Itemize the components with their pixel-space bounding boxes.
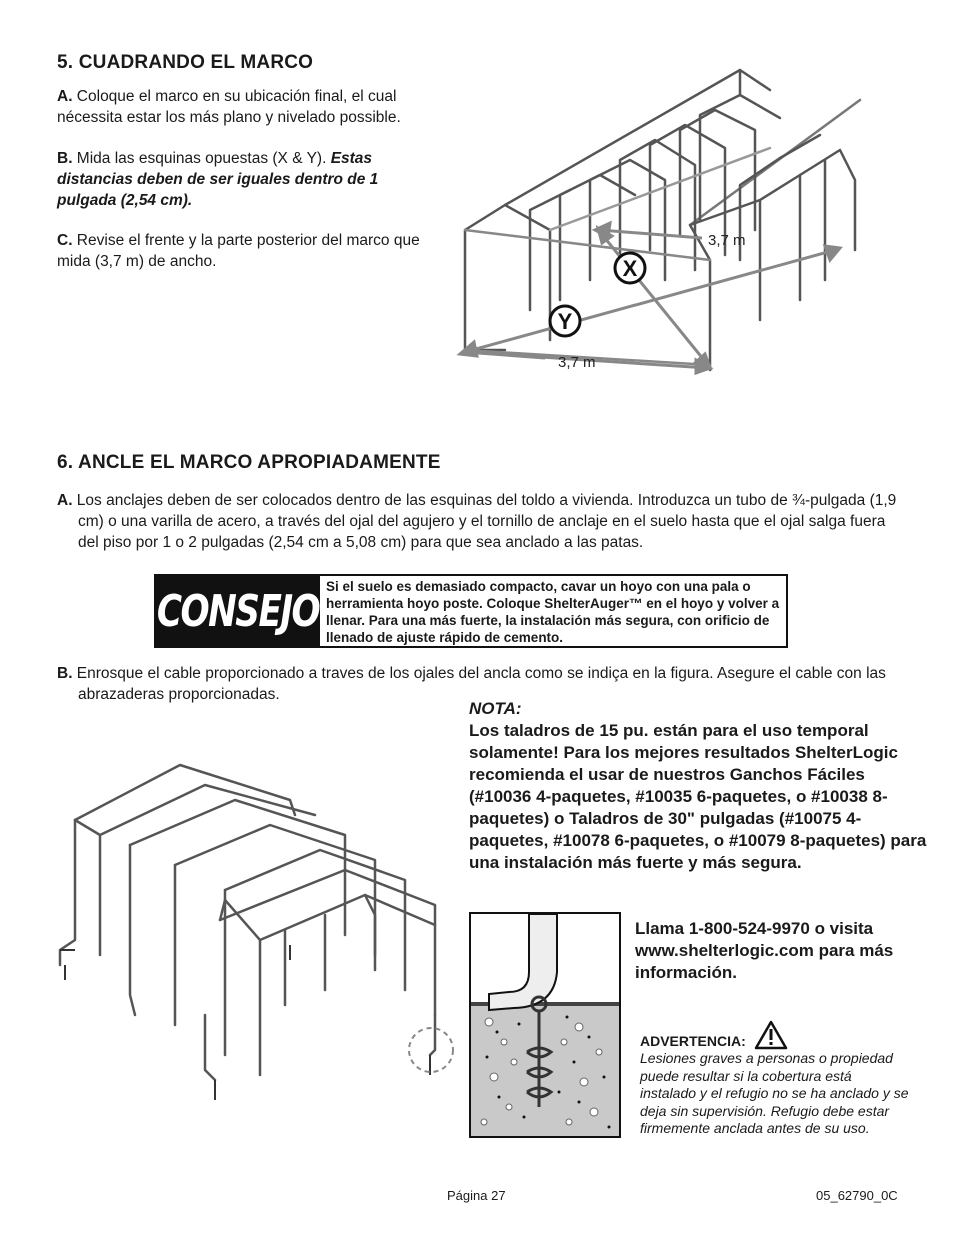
nota-title: NOTA: [469,699,522,718]
step-6b-text: Enrosque el cable proporcionado a traves de los ojales del ancla como se indiça en la figura. Asegure el cable con las abrazaderas proporcionadas. [72,665,886,703]
measure-bottom-label: 3,7 m [558,354,596,371]
consejo-label: CONSEJO [156,576,320,646]
step-5a-label: A. [57,88,73,105]
step-5b-emphasis: Estas distancias deben de ser iguales dentro de 1 pulgada (2,54 cm). [57,150,379,209]
step-5c-label: C. [57,232,73,249]
contact-info: Llama 1-800-524-9970 o visita www.shelterlogic.com para más información. [635,919,894,982]
measure-top-label: 3,7 m [708,232,746,249]
step-5b-label: B. [57,150,73,167]
step-5b [57,148,442,211]
consejo-text: Si el suelo es demasiado compacto, cavar un hoyo con una pala o herramienta hoyo poste. Coloque ShelterAuger™ en el hoyo y volver a llenar. Para una más fuerte, la instalación más segura, con orificio de llenado de ajuste rápido de cemento. [326,579,780,645]
nota-block [469,698,929,874]
nota-text: Los taladros de 15 pu. están para el uso temporal solamente! Para los mejores resultados ShelterLogic recomienda el usar de nuestros Ganchos Fáciles (#10036 4-paquetes, #10035 6-paquetes, o #10038 8-paquetes) o Taladros de 30" pulgadas (#10075 4-paquetes, #10078 6-paquetes, o #10079 8-paquetes) para una instalación más fuerte y más segura. [469,721,927,872]
consejo-tip-box [154,574,788,648]
step-5a-text: Coloque el marco en su ubicación final, el cual nécessita estar los más plano y nivelado possible. [57,88,401,126]
page-number: Página 27 [447,1188,506,1203]
step-5c-text: Revise el frente y la parte posterior del marco que mida (3,7 m) de ancho. [57,232,420,270]
label-y-badge [550,306,580,336]
anchored-frame-diagram [45,755,465,1105]
step-6a-text: Los anclajes deben de ser colocados dentro de las esquinas del toldo a vivienda. Introduzca un tubo de ¾-pulgada (1,9 cm) o una varilla de acero, a través del ojal del agujero y el tornillo de anclaje en el suelo hasta que el ojal salga fuera del piso por 1 o 2 pulgadas (2,54 cm a 5,08 cm) para que sea anclado a las patas. [72,492,897,551]
step-6b-label: B. [57,665,73,682]
warning-triangle-icon [754,1020,788,1050]
label-y: Y [557,309,573,334]
section5-heading: 5. CUADRANDO EL MARCO [57,52,314,73]
section6-heading: 6. ANCLE EL MARCO APROPIADAMENTE [57,452,441,473]
anchor-detail-diagram [469,912,621,1138]
step-5b-text: Mida las esquinas opuestas (X & Y). [72,150,331,167]
warning-title: ADVERTENCIA: [640,1032,746,1049]
label-x-badge [615,253,645,283]
warning-text: Lesiones graves a personas o propiedad puede resultar si la cobertura está instalado y el refugio no se ha anclado y se deja sin supervisión. Refugio debe estar firmemente anclada antes de su uso. [640,1050,909,1136]
step-5c [57,230,442,272]
step-5a [57,86,442,128]
document-code: 05_62790_0C [816,1188,898,1203]
label-x: X [622,256,638,281]
frame-squaring-diagram [440,40,880,380]
step-6a [57,490,908,553]
warning-block [640,1020,910,1138]
step-6a-label: A. [57,492,73,509]
